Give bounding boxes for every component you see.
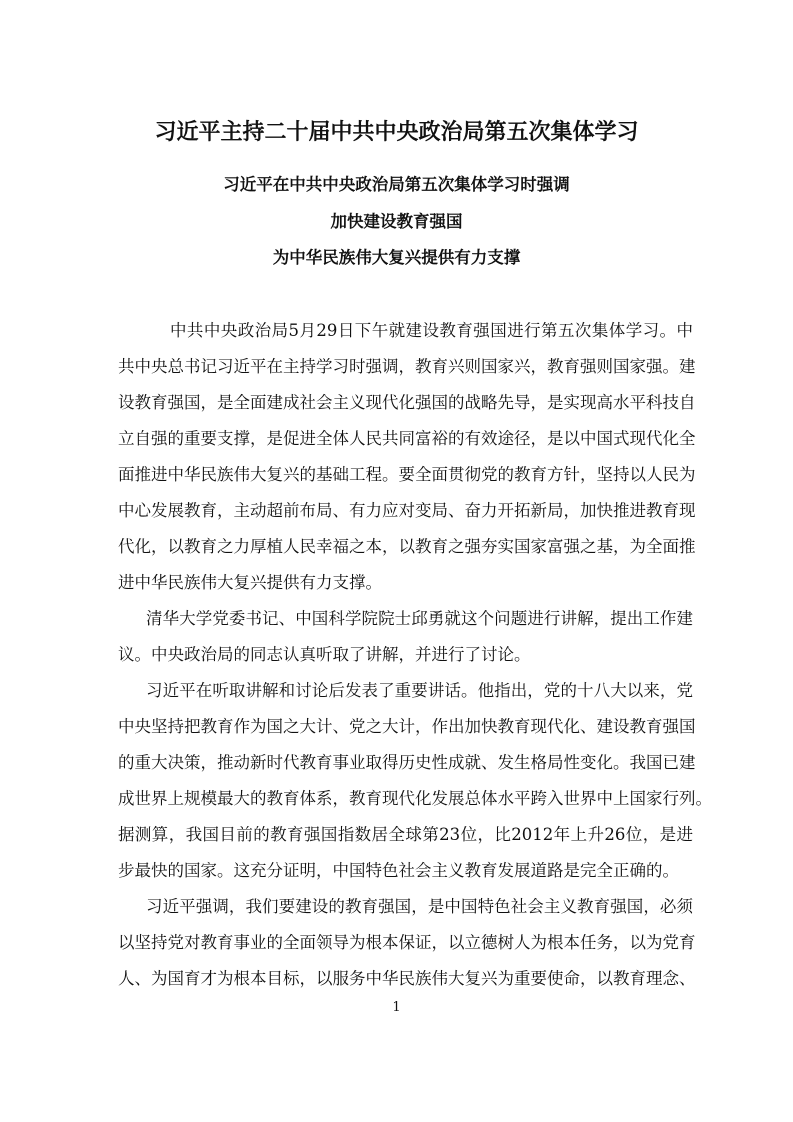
subtitle-1: 习近平在中共中央政治局第五次集体学习时强调 [223,175,570,194]
text-line: 代化，以教育之力厚植人民幸福之本，以教育之强夯实国家富强之基，为全面推 [118,537,696,556]
page-number: 1 [392,1000,401,1015]
paragraph [118,678,712,894]
text-line: 据测算，我国目前的教育强国指数居全球第23位，比2012年上升26位，是进 [118,825,693,844]
subtitle-3: 为中华民族伟大复兴提供有力支撑 [272,248,521,267]
text-line: 习近平在听取讲解和讨论后发表了重要讲话。他指出，党的十八大以来，党 [146,681,693,700]
text-line: 设教育强国，是全面建成社会主义现代化强国的战略先导，是实现高水平科技自 [118,393,696,412]
text-line: 进中华民族伟大复兴提供有力支撑。 [118,573,382,592]
text-line: 习近平强调，我们要建设的教育强国，是中国特色社会主义教育强国，必须 [146,897,693,916]
text-line: 议。中央政治局的同志认真听取了讲解，并进行了讨论。 [118,645,531,664]
document-body [118,318,712,1002]
text-line: 中央坚持把教育作为国之大计、党之大计，作出加快教育现代化、建设教育强国 [118,717,696,736]
text-line: 以坚持党对教育事业的全面领导为根本保证，以立德树人为根本任务，以为党育 [118,933,696,952]
paragraph [118,606,693,678]
text-line: 人、为国育才为根本目标，以服务中华民族伟大复兴为重要使命，以教育理念、 [118,969,696,988]
text-line: 清华大学党委书记、中国科学院院士邱勇就这个问题进行讲解，提出工作建 [146,609,693,628]
text-line: 面推进中华民族伟大复兴的基础工程。要全面贯彻党的教育方针，坚持以人民为 [118,465,696,484]
text-line: 中心发展教育，主动超前布局、有力应对变局、奋力开拓新局，加快推进教育现 [118,501,696,520]
text-line: 的重大决策，推动新时代教育事业取得历史性成就、发生格局性变化。我国已建 [118,753,696,772]
text-line: 成世界上规模最大的教育体系，教育现代化发展总体水平跨入世界中上国家行列。 [118,789,712,808]
paragraph [118,894,696,1002]
paragraph [118,318,696,606]
subtitle-2: 加快建设教育强国 [330,212,463,231]
text-line: 立自强的重要支撑，是促进全体人民共同富裕的有效途径，是以中国式现代化全 [118,429,696,448]
document-title: 习近平主持二十届中共中央政治局第五次集体学习 [154,119,639,145]
text-line: 中共中央政治局5月29日下午就建设教育强国进行第五次集体学习。中 [170,321,693,340]
text-line: 步最快的国家。这充分证明，中国特色社会主义教育发展道路是完全正确的。 [118,861,679,880]
text-line: 共中央总书记习近平在主持学习时强调，教育兴则国家兴，教育强则国家强。建 [118,357,696,376]
